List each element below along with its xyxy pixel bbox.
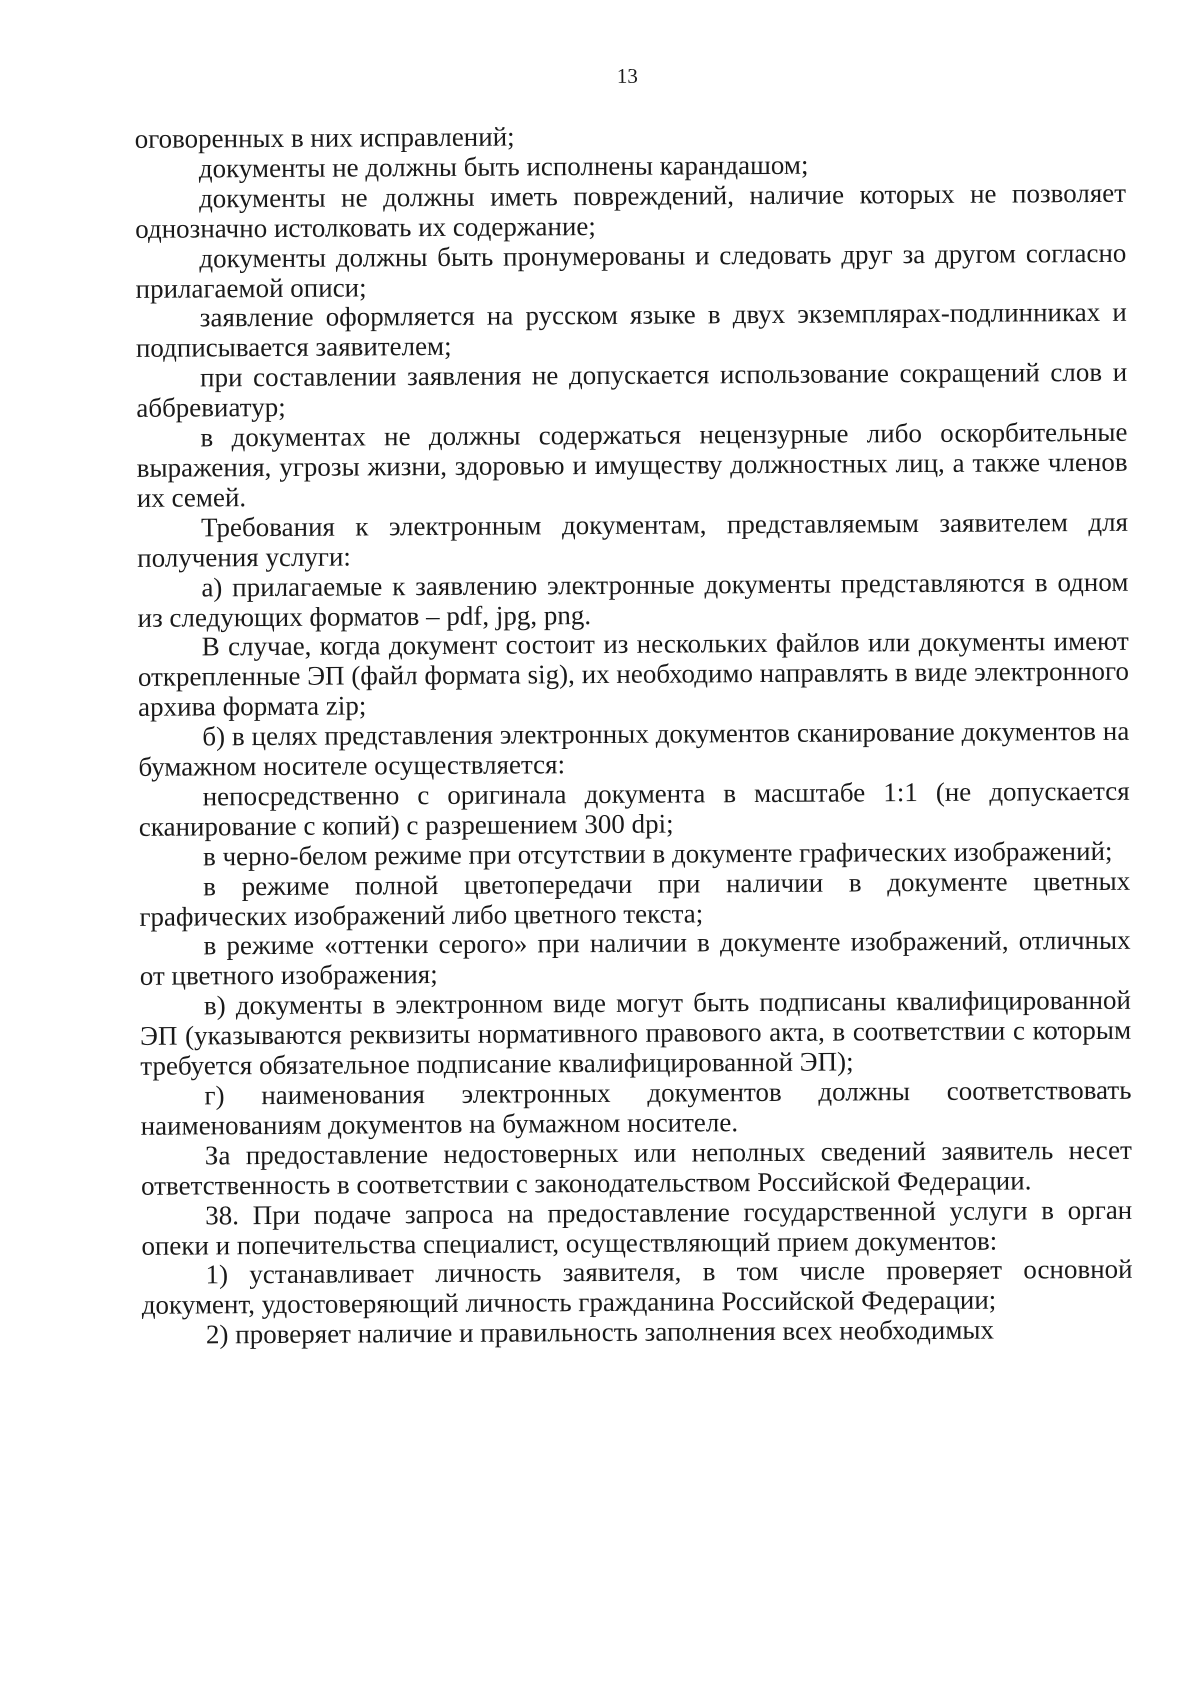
paragraph: 2) проверяет наличие и правильность заполнения всех необходимых [205,1314,995,1350]
document-body [135,119,1133,1351]
paragraph: Требования к электронным документам, представляемым заявителем для получения услуги: [137,506,1129,573]
paragraph: документы не должны иметь повреждений, наличие которых не позволяет однозначно истолковать их содержание; [135,177,1127,244]
paragraph: заявление оформляется на русском языке в двух экземплярах-подлинниках и подписывается заявителем; [135,297,1127,364]
paragraph: в режиме полной цветопередачи при наличии в документе цветных графических изображений либо цветного текста; [139,865,1131,932]
paragraph: в режиме «оттенки серого» при наличии в документе изображений, отличных от цветного изображения; [139,925,1131,992]
paragraph: в черно-белом режиме при отсутствии в документе графических изображений; [202,835,1113,872]
paragraph: г) наименования электронных документов должны соответствовать наименованиям документов на бумажном носителе. [140,1074,1132,1141]
paragraph: За предоставление недостоверных или неполных сведений заявитель несет ответственность в соответствии с законодательством Российской Федерации. [140,1134,1132,1201]
paragraph: В случае, когда документ состоит из нескольких файлов или документы имеют открепленные ЭП (файл формата sig), их необходимо направлять в виде электронного архива формата zip; [137,626,1130,723]
paragraph: 38. При подаче запроса на предоставление государственной услуги в орган опеки и попечительства специалист, осуществляющий прием документов: [141,1194,1133,1261]
paragraph: б) в целях представления электронных документов сканирование документов на бумажном носителе осуществляется: [138,715,1130,782]
paragraph: 1) устанавливает личность заявителя, в том числе проверяет основной документ, удостоверяющий личность гражданина Российской Федерации; [141,1254,1133,1321]
paragraph: при составлении заявления не допускается использование сокращений слов и аббревиатур; [136,357,1128,423]
paragraph: непосредственно с оригинала документа в масштабе 1:1 (не допускается сканирование с копий) с разрешением 300 dpi; [138,775,1130,842]
paragraph: в) документы в электронном виде могут быть подписаны квалифицированной ЭП (указываются реквизиты нормативного правового акта, в соответствии с которым требуется обязательное подписание квалифицированной ЭП); [140,985,1132,1081]
paragraph: в документах не должны содержаться нецензурные либо оскорбительные выражения, угрозы жизни, здоровью и имуществу должностных лиц, а также членов их семей. [136,416,1128,513]
paragraph: документы должны быть пронумерованы и следовать друг за другом согласно прилагаемой описи; [135,237,1127,304]
paragraph: а) прилагаемые к заявлению электронные документы представляются в одном из следующих форматов – pdf, jpg, png. [137,566,1129,633]
paragraph: оговоренных в них исправлений; [134,121,515,154]
page-number: 13 [616,63,638,88]
paragraph: документы не должны быть исполнены карандашом; [198,149,809,184]
